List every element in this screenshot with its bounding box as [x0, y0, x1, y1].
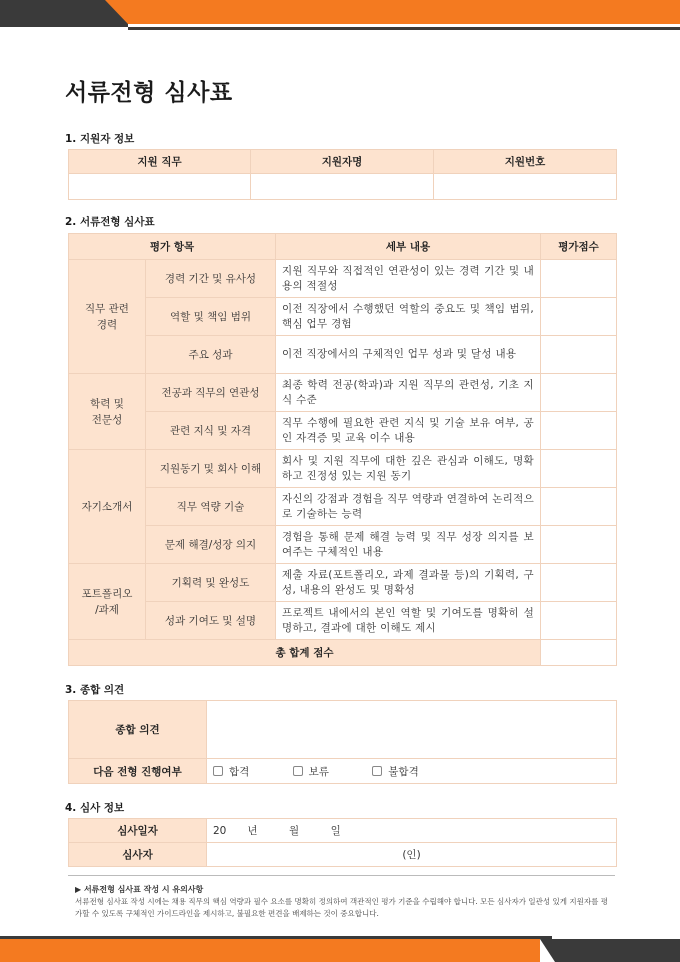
row-desc: 직무 수행에 필요한 관련 지식 및 기술 보유 여부, 공인 자격증 및 교육 이수 내용: [276, 412, 541, 450]
reviewer-label: 심사자: [69, 843, 207, 867]
checkbox-icon[interactable]: [213, 766, 223, 776]
row-desc: 자신의 강점과 경험을 직무 역량과 연결하여 논리적으로 기술하는 능력: [276, 488, 541, 526]
seal-text: (인): [402, 849, 421, 861]
category-portfolio: 포트폴리오 /과제: [69, 564, 146, 640]
category-education: 학력 및 전문성: [69, 374, 146, 450]
score-cell[interactable]: [541, 602, 617, 640]
review-table: [68, 233, 617, 666]
score-cell[interactable]: [541, 374, 617, 412]
section-applicant-info-title: 1. 지원자 정보: [65, 133, 135, 145]
row-desc: 회사 및 지원 직무에 대한 깊은 관심과 이해도, 명확하고 진정성 있는 지원 동기: [276, 450, 541, 488]
next-step-label: 다음 전형 진행여부: [69, 759, 207, 784]
note-box: [75, 884, 610, 920]
opinion-field[interactable]: [207, 701, 617, 759]
row-item: 지원동기 및 회사 이해: [146, 450, 276, 488]
row-item: 주요 성과: [146, 336, 276, 374]
section-review-title: 2. 서류전형 심사표: [65, 216, 155, 228]
row-desc: 제출 자료(포트폴리오, 과제 결과물 등)의 기획력, 구성, 내용의 완성도 및 명확성: [276, 564, 541, 602]
section-review-info-title: 4. 심사 정보: [65, 802, 125, 814]
row-desc: 경험을 통해 문제 해결 능력 및 직무 성장 의지를 보여주는 구체적인 내용: [276, 526, 541, 564]
page-title: 서류전형 심사표: [65, 80, 233, 106]
name-field[interactable]: [251, 174, 434, 200]
bottom-decor-bar: [0, 936, 680, 962]
category-career: 직무 관련 경력: [69, 260, 146, 374]
row-item: 기획력 및 완성도: [146, 564, 276, 602]
next-step-options: [207, 759, 617, 784]
category-cover-letter: 자기소개서: [69, 450, 146, 564]
score-cell[interactable]: [541, 260, 617, 298]
option-fail[interactable]: 불합격: [372, 764, 418, 779]
number-field[interactable]: [434, 174, 617, 200]
section-opinion-title: 3. 종합 의견: [65, 684, 125, 696]
option-hold[interactable]: 보류: [293, 764, 329, 779]
date-field[interactable]: 20 년 월 일: [207, 819, 617, 843]
row-desc: 이전 직장에서 수행했던 역할의 중요도 및 책임 범위, 핵심 업무 경험: [276, 298, 541, 336]
note-title: ▶ 서류전형 심사표 작성 시 유의사항: [75, 885, 204, 894]
col-number: 지원번호: [434, 150, 617, 174]
score-cell[interactable]: [541, 336, 617, 374]
score-cell[interactable]: [541, 298, 617, 336]
row-desc: 이전 직장에서의 구체적인 업무 성과 및 달성 내용: [276, 336, 541, 374]
row-desc: 지원 직무와 직접적인 연관성이 있는 경력 기간 및 내용의 적절성: [276, 260, 541, 298]
row-desc: 프로젝트 내에서의 본인 역할 및 기여도를 명확히 설명하고, 결과에 대한 이해도 제시: [276, 602, 541, 640]
total-score-cell[interactable]: [541, 640, 617, 666]
top-decor-bar: [0, 0, 680, 34]
row-item: 경력 기간 및 유사성: [146, 260, 276, 298]
row-item: 전공과 직무의 연관성: [146, 374, 276, 412]
row-item: 관련 지식 및 자격: [146, 412, 276, 450]
score-cell[interactable]: [541, 564, 617, 602]
opinion-table: [68, 700, 617, 784]
checkbox-icon[interactable]: [372, 766, 382, 776]
head-detail: 세부 내용: [276, 234, 541, 260]
col-job: 지원 직무: [69, 150, 251, 174]
score-cell[interactable]: [541, 526, 617, 564]
note-divider: [68, 875, 615, 876]
score-cell[interactable]: [541, 412, 617, 450]
review-info-table: [68, 818, 617, 867]
row-item: 성과 기여도 및 설명: [146, 602, 276, 640]
applicant-info-table: [68, 149, 617, 200]
row-item: 직무 역량 기술: [146, 488, 276, 526]
date-label: 심사일자: [69, 819, 207, 843]
checkbox-icon[interactable]: [293, 766, 303, 776]
head-item: 평가 항목: [69, 234, 276, 260]
col-name: 지원자명: [251, 150, 434, 174]
score-cell[interactable]: [541, 488, 617, 526]
note-body: 서류전형 심사표 작성 시에는 채용 직무의 핵심 역량과 필수 요소를 명확히 정의하여 객관적인 평가 기준을 수립해야 합니다. 모든 심사자가 일관성 있게 지원자를 평가할 수 있도록 구체적인 가이드라인을 제시하고, 불필요한 편견을 배제하는 것이 중요합니다.: [75, 897, 608, 918]
head-score: 평가점수: [541, 234, 617, 260]
job-field[interactable]: [69, 174, 251, 200]
row-item: 역할 및 책임 범위: [146, 298, 276, 336]
opinion-label: 종합 의견: [69, 701, 207, 759]
row-item: 문제 해결/성장 의지: [146, 526, 276, 564]
total-label: 총 합계 점수: [69, 640, 541, 666]
row-desc: 최종 학력 전공(학과)과 지원 직무의 관련성, 기초 지식 수준: [276, 374, 541, 412]
option-pass[interactable]: 합격: [213, 764, 249, 779]
score-cell[interactable]: [541, 450, 617, 488]
reviewer-field[interactable]: [207, 843, 617, 867]
